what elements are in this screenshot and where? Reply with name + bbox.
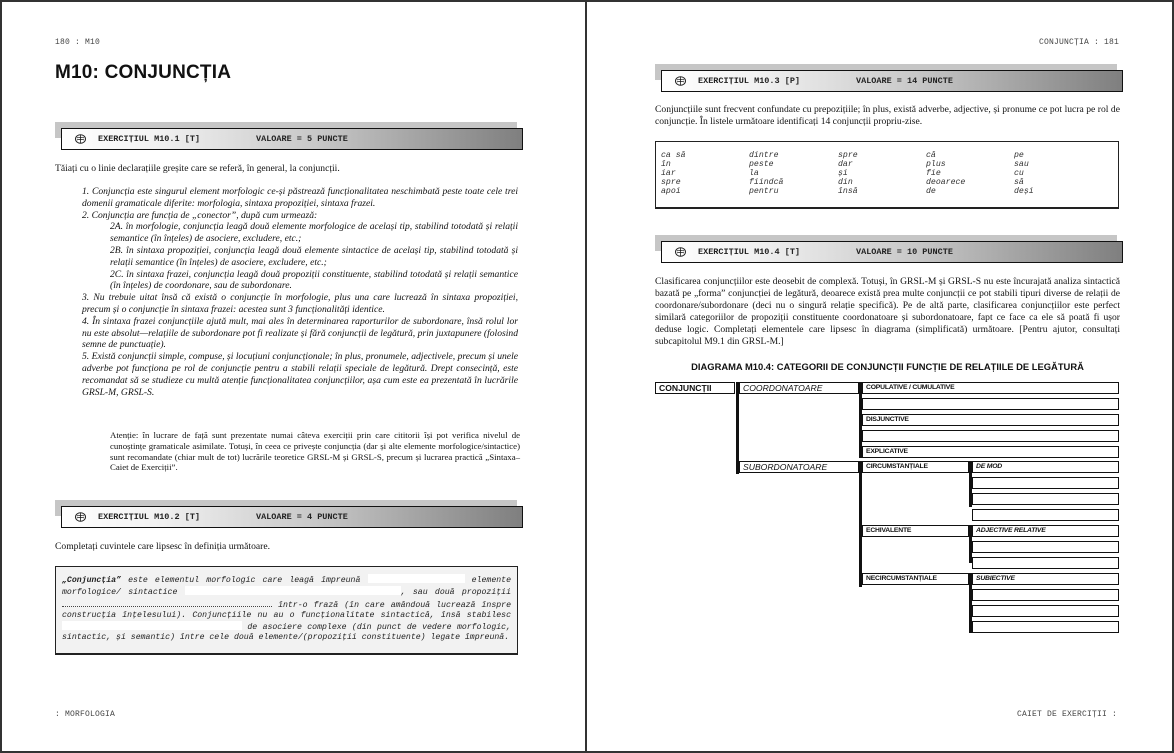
conjunction-word-list bbox=[655, 141, 1119, 209]
diagram-leaf-blank[interactable] bbox=[972, 509, 1119, 521]
statement-item[interactable]: 1. Conjuncția este singurul element morfologic ce-și păstrează funcționalitatea neschimbată peste toate cele trei domenii gramaticale diferite: morfologia, sintaxa propoziției, sintaxa frazei. bbox=[82, 186, 518, 209]
definition-term: „Conjuncția” bbox=[62, 576, 121, 585]
brain-icon bbox=[74, 133, 86, 145]
diagram-sub-group: NECIRCUMSTANȚIALE bbox=[862, 573, 969, 585]
diagram-coord-child: COPULATIVE / CUMULATIVE bbox=[862, 382, 1119, 394]
brain-icon bbox=[674, 75, 686, 87]
word-option[interactable]: spre bbox=[661, 178, 681, 187]
word-option[interactable]: însă bbox=[838, 187, 858, 196]
diagram-subordonatoare: SUBORDONATOARE bbox=[739, 461, 859, 473]
word-option[interactable]: de bbox=[926, 187, 936, 196]
word-grid bbox=[661, 151, 1113, 196]
exercise-header-m10-2 bbox=[55, 500, 523, 524]
brain-icon bbox=[74, 511, 86, 523]
statement-item[interactable]: 2. Conjuncția are funcția de „conector”, după cum urmează: bbox=[82, 209, 318, 221]
attention-note: Atenție: în lucrare de față sunt prezentate numai câteva exerciții prin care cititorii își pot verifica nivelul de cunoștințe gramaticale asimilate. Totuși, în ceea ce privește conjuncția (dar și alte elemente morfologice/sintactice) sunt recomandate (chiar mult de tot) lucrările teoretice GRSL-M și GRSL-S, precum și lucrarea practică „Sintaxa–Caiet de Exerciții”. bbox=[110, 430, 520, 473]
word-option[interactable]: spre bbox=[838, 151, 858, 160]
exercise-header-m10-3 bbox=[655, 64, 1123, 88]
brain-icon bbox=[674, 246, 686, 258]
word-option[interactable]: iar bbox=[661, 169, 676, 178]
definition-text: de asociere complexe (din punct de vedere morfologic, sintactic, și semantic) între cele două elemente/(propoziții constituente) legate împreună. bbox=[62, 623, 511, 643]
exercise-title: EXERCIȚIUL M10.4 [T] bbox=[698, 247, 801, 257]
exercise-value: VALOARE = 10 PUNCTE bbox=[856, 247, 953, 257]
diagram-title: DIAGRAMA M10.4: CATEGORII DE CONJUNCȚII FUNCȚIE DE RELAȚIILE DE LEGĂTURĂ bbox=[691, 361, 1084, 372]
word-option[interactable]: să bbox=[1014, 178, 1024, 187]
diagram-coord-child: DISJUNCTIVE bbox=[862, 414, 1119, 426]
word-option[interactable]: cu bbox=[1014, 169, 1024, 178]
definition-fill-box bbox=[55, 566, 518, 655]
exercise-value: VALOARE = 14 PUNCTE bbox=[856, 76, 953, 86]
word-option[interactable]: apoi bbox=[661, 187, 681, 196]
exercise-2-instruction: Completați cuvintele care lipsesc în definiția următoare. bbox=[55, 541, 270, 552]
footer-left: : MORFOLOGIA bbox=[55, 710, 116, 719]
exercise-value: VALOARE = 4 PUNCTE bbox=[256, 512, 348, 522]
diagram-root: CONJUNCȚII bbox=[655, 382, 735, 394]
definition-text: elemente morfologice/ sintactice bbox=[62, 576, 511, 598]
diagram-leaf: DE MOD bbox=[972, 461, 1119, 473]
left-page bbox=[0, 0, 585, 753]
exercise-value: VALOARE = 5 PUNCTE bbox=[256, 134, 348, 144]
statement-item[interactable]: 5. Există conjuncții simple, compuse, și locuțiuni conjuncționale; în plus, pronumele, adjectivele, precum și unele adverbe pot funcționa pe rol de conjuncție pentru a stabili relații speciale de legătură. Drept consecință, este recomandat să se studieze cu multă atenție funcționalitatea conjuncțiilor, așa cum este ea prezentată în lucrările GRSL-M, GRSL-S. bbox=[82, 351, 518, 398]
right-page bbox=[587, 0, 1174, 753]
exercise-header-m10-4 bbox=[655, 235, 1123, 259]
definition-text: , sau două propoziții bbox=[400, 588, 512, 598]
word-option[interactable]: peste bbox=[749, 160, 774, 169]
diagram-leaf-blank[interactable] bbox=[972, 493, 1119, 505]
statement-item[interactable]: 2C. în sintaxa frazei, conjuncția leagă două propoziții constituente, stabilind totodată și relații semantice (în înțeles) de coordonare, sau de subordonare. bbox=[110, 268, 518, 292]
diagram-leaf: SUBIECTIVE bbox=[972, 573, 1119, 585]
word-option[interactable]: sau bbox=[1014, 160, 1029, 169]
diagram-sub-group: ECHIVALENTE bbox=[862, 525, 969, 537]
word-option[interactable]: ca să bbox=[661, 151, 686, 160]
word-option[interactable]: dar bbox=[838, 160, 853, 169]
diagram-leaf-blank[interactable] bbox=[972, 541, 1119, 553]
diagram-leaf-blank[interactable] bbox=[972, 557, 1119, 569]
diagram-leaf: ADJECTIVE RELATIVE bbox=[972, 525, 1119, 537]
diagram-leaf-blank[interactable] bbox=[972, 605, 1119, 617]
statement-item[interactable]: 2B. în sintaxa propoziției, conjuncția leagă două elemente sintactice de același tip, stabilind totodată și relații semantice (în înțeles) de asociere, excludere, etc.; bbox=[110, 244, 518, 268]
word-option[interactable]: că bbox=[926, 151, 936, 160]
diagram-connector bbox=[859, 461, 862, 587]
diagram-coord-blank[interactable] bbox=[862, 398, 1119, 410]
running-head-right: CONJUNCȚIA : 181 bbox=[1038, 38, 1119, 47]
word-option[interactable]: din bbox=[838, 178, 853, 187]
word-option[interactable]: deși bbox=[1014, 187, 1034, 196]
word-option[interactable]: în bbox=[661, 160, 671, 169]
running-head-left: 180 : M10 bbox=[55, 38, 101, 47]
exercise-title: EXERCIȚIUL M10.2 [T] bbox=[98, 512, 201, 522]
word-option[interactable]: la bbox=[749, 169, 759, 178]
statement-item[interactable]: 2A. în morfologie, conjuncția leagă două elemente morfologice de același tip, stabilind totodată și relații semantice (în înțeles) de asociere, excludere, etc.; bbox=[110, 221, 518, 245]
diagram-leaf-blank[interactable] bbox=[972, 477, 1119, 489]
blank-field-4[interactable] bbox=[62, 621, 242, 630]
chapter-title: M10: CONJUNCȚIA bbox=[55, 62, 232, 83]
statement-item[interactable]: 3. Nu trebuie uitat însă că există o conjuncție în morfologie, plus una care lucrează în sintaxa propoziției, precum și o conjuncție în sintaxa frazei: acestea sunt 3 funcționalități identice. bbox=[82, 292, 518, 315]
diagram-sub-group: CIRCUMSTANȚIALE bbox=[862, 461, 969, 473]
exercise-title: EXERCIȚIUL M10.1 [T] bbox=[98, 134, 201, 144]
diagram-leaf-blank[interactable] bbox=[972, 589, 1119, 601]
exercise-1-statements bbox=[82, 186, 518, 398]
blank-field-1[interactable] bbox=[368, 574, 465, 583]
definition-text: este elementul morfologic care leagă împreună bbox=[120, 576, 368, 585]
word-option[interactable]: pe bbox=[1014, 151, 1024, 160]
diagram-coord-child: EXPLICATIVE bbox=[862, 446, 1119, 458]
exercise-title: EXERCIȚIUL M10.3 [P] bbox=[698, 76, 801, 86]
blank-field-3[interactable] bbox=[62, 599, 272, 607]
word-option[interactable]: deoarece bbox=[926, 178, 966, 187]
exercise-4-instruction: Clasificarea conjuncțiilor este deosebit de complexă. Totuși, în GRSL-M și GRSL-S nu este încurajată analiza sintactică bazată pe „forma” conjuncției de legătură, deoarece există prea multe conjuncții ce pot stabili tipuri diverse de relații de coordonare/subordonare (deci nu o singură relație specifică). Pe de altă parte, clasificarea conjuncțiilor este perfect similară categoriilor de propoziții constituente coordonatoare și subordonatoare, fapt ce face ca ele să poată fi ușor deduse logic. Completați elementele care lipsesc în diagrama (simplificată) următoare. [Pentru ajutor, consultați subcapitolul M9.1 din GRSL-M.] bbox=[655, 276, 1120, 347]
word-option[interactable]: fie bbox=[926, 169, 941, 178]
blank-field-2[interactable] bbox=[185, 586, 401, 595]
exercise-3-instruction: Conjuncțiile sunt frecvent confundate cu prepozițiile; în plus, există adverbe, adjective, și pronume ce pot lucra pe rol de conjuncție. În listele următoare identificați 14 conjuncții propriu-zise. bbox=[655, 104, 1120, 127]
diagram-coord-blank[interactable] bbox=[862, 430, 1119, 442]
word-option[interactable]: dintre bbox=[749, 151, 779, 160]
diagram-coordonatoare: COORDONATOARE bbox=[739, 382, 859, 394]
footer-right: CAIET DE EXERCIȚII : bbox=[1016, 710, 1117, 719]
exercise-header-m10-1 bbox=[55, 122, 523, 146]
exercise-1-instruction: Tăiați cu o linie declarațiile greșite care se referă, în general, la conjuncții. bbox=[55, 163, 340, 174]
statement-item[interactable]: 4. În sintaxa frazei conjuncțiile ajută mult, mai ales în determinarea raporturilor de subordonare, însă rolul lor nu este absolut—relațiile de subordonare pot fi realizate și fără conjuncții de legătură, prin juxtapunere (folosind semne de punctuație). bbox=[82, 315, 518, 351]
word-option[interactable]: plus bbox=[926, 160, 946, 169]
definition-text: într-o frază (în care amândouă lucrează înspre construcția înțelesului). Conjuncțiile nu au o funcționalitate sintactică, însă stabilesc bbox=[62, 600, 511, 620]
word-option[interactable]: fiindcă bbox=[749, 178, 784, 187]
word-option[interactable]: pentru bbox=[749, 187, 779, 196]
diagram-leaf-blank[interactable] bbox=[972, 621, 1119, 633]
word-option[interactable]: și bbox=[838, 169, 848, 178]
